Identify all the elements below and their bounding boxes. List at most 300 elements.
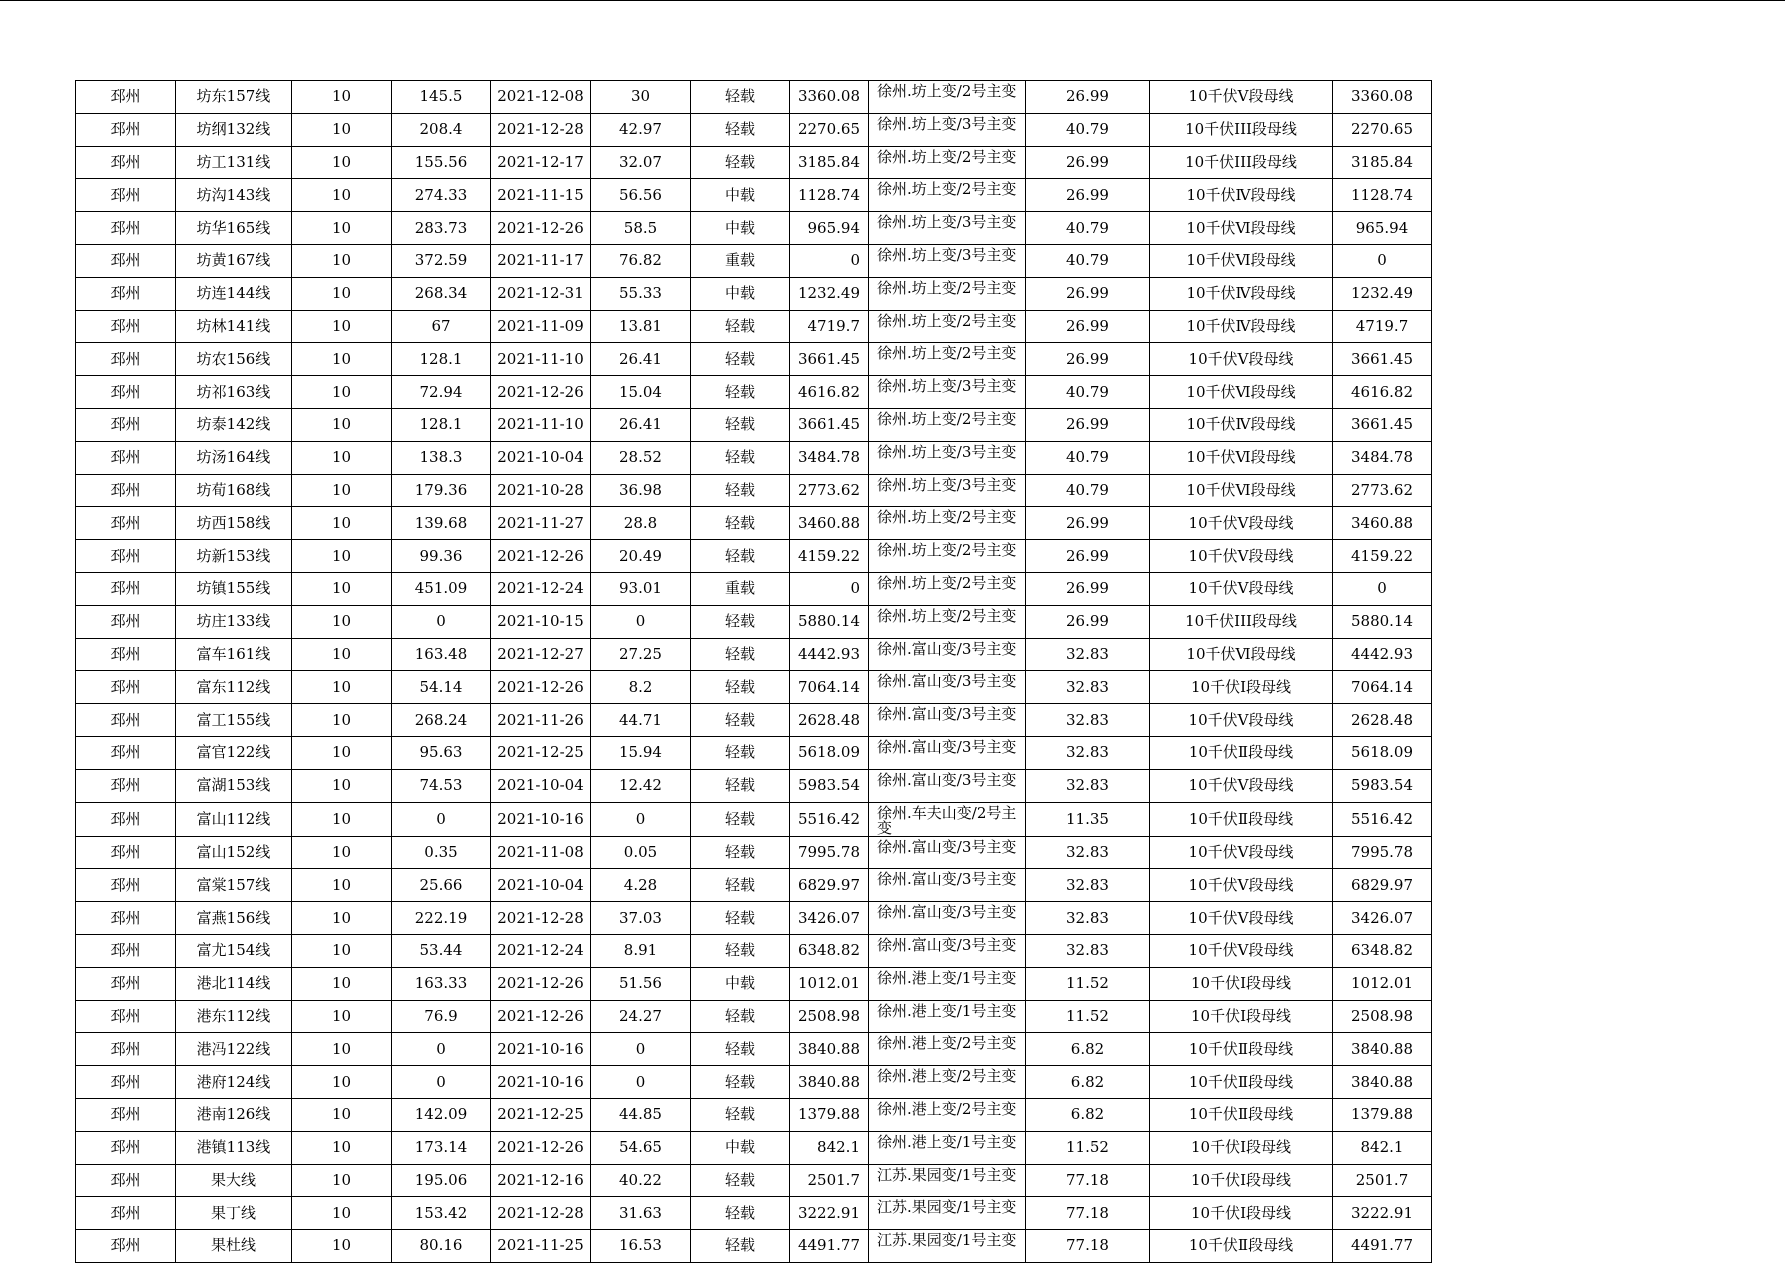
transformer-load-rate-cell: 32.83 [1026,934,1150,967]
table-row [76,474,1432,507]
busbar-cell: 10千伏III段母线 [1150,146,1333,179]
load-current-cell: 268.34 [392,277,491,310]
voltage-cell: 10 [292,802,392,836]
table-row [76,81,1432,114]
load-current-cell: 72.94 [392,376,491,409]
load-current-cell: 155.56 [392,146,491,179]
load-rate-cell: 26.41 [591,408,691,441]
load-rate-cell: 76.82 [591,244,691,277]
table-row [76,507,1432,540]
busbar-cell: 10千伏Ⅴ段母线 [1150,836,1333,869]
busbar-cell: 10千伏Ⅰ段母线 [1150,1000,1333,1033]
busbar-cell: 10千伏Ⅱ段母线 [1150,1033,1333,1066]
date-cell: 2021-12-25 [491,1098,591,1131]
city-cell: 邳州 [76,671,176,704]
load-status-cell: 轻载 [691,736,790,769]
date-cell: 2021-10-04 [491,869,591,902]
transformer-load-rate-cell: 11.52 [1026,1000,1150,1033]
capacity-cell: 5516.42 [790,802,869,836]
available-capacity-cell: 0 [1333,572,1432,605]
city-cell: 邳州 [76,802,176,836]
load-status-cell: 轻载 [691,671,790,704]
substation-transformer-cell: 徐州.坊上变/3号主变 [869,212,1026,245]
substation-transformer-cell: 徐州.港上变/2号主变 [869,1066,1026,1099]
load-rate-cell: 54.65 [591,1131,691,1164]
city-cell: 邳州 [76,146,176,179]
voltage-cell: 10 [292,638,392,671]
transformer-load-rate-cell: 40.79 [1026,212,1150,245]
load-rate-cell: 0 [591,1066,691,1099]
transformer-load-rate-cell: 26.99 [1026,408,1150,441]
table-row [76,704,1432,737]
date-cell: 2021-12-26 [491,1131,591,1164]
available-capacity-cell: 3840.88 [1333,1033,1432,1066]
busbar-cell: 10千伏Ⅰ段母线 [1150,1197,1333,1230]
feeder-name-cell: 坊泰142线 [176,408,292,441]
capacity-cell: 5983.54 [790,769,869,802]
voltage-cell: 10 [292,408,392,441]
available-capacity-cell: 3460.88 [1333,507,1432,540]
table-row [76,902,1432,935]
voltage-cell: 10 [292,343,392,376]
capacity-cell: 6348.82 [790,934,869,967]
city-cell: 邳州 [76,1033,176,1066]
capacity-cell: 3840.88 [790,1033,869,1066]
city-cell: 邳州 [76,934,176,967]
feeder-name-cell: 坊农156线 [176,343,292,376]
date-cell: 2021-12-25 [491,736,591,769]
load-rate-cell: 12.42 [591,769,691,802]
load-current-cell: 0 [392,1066,491,1099]
load-rate-cell: 31.63 [591,1197,691,1230]
capacity-cell: 2270.65 [790,113,869,146]
load-status-cell: 轻载 [691,802,790,836]
voltage-cell: 10 [292,769,392,802]
available-capacity-cell: 2773.62 [1333,474,1432,507]
busbar-cell: 10千伏Ⅰ段母线 [1150,967,1333,1000]
load-current-cell: 128.1 [392,343,491,376]
load-rate-cell: 27.25 [591,638,691,671]
load-rate-cell: 37.03 [591,902,691,935]
city-cell: 邳州 [76,408,176,441]
load-current-cell: 222.19 [392,902,491,935]
busbar-cell: 10千伏Ⅴ段母线 [1150,572,1333,605]
city-cell: 邳州 [76,179,176,212]
available-capacity-cell: 3222.91 [1333,1197,1432,1230]
feeder-name-cell: 富湖153线 [176,769,292,802]
load-status-cell: 轻载 [691,704,790,737]
substation-transformer-cell: 徐州.坊上变/3号主变 [869,376,1026,409]
load-current-cell: 0 [392,605,491,638]
voltage-cell: 10 [292,212,392,245]
table-row [76,869,1432,902]
feeder-name-cell: 坊祁163线 [176,376,292,409]
transformer-load-rate-cell: 40.79 [1026,376,1150,409]
date-cell: 2021-10-04 [491,441,591,474]
substation-transformer-cell: 徐州.港上变/1号主变 [869,967,1026,1000]
load-current-cell: 80.16 [392,1230,491,1263]
substation-transformer-cell: 徐州.坊上变/2号主变 [869,343,1026,376]
busbar-cell: 10千伏Ⅱ段母线 [1150,736,1333,769]
busbar-cell: 10千伏Ⅱ段母线 [1150,1066,1333,1099]
voltage-cell: 10 [292,474,392,507]
feeder-name-cell: 富尤154线 [176,934,292,967]
load-status-cell: 重载 [691,244,790,277]
table-row [76,605,1432,638]
table-row [76,179,1432,212]
table-row [76,1230,1432,1263]
capacity-cell: 4616.82 [790,376,869,409]
load-status-cell: 轻载 [691,343,790,376]
substation-transformer-cell: 徐州.富山变/3号主变 [869,704,1026,737]
page-top-rule [0,0,1785,1]
voltage-cell: 10 [292,1000,392,1033]
date-cell: 2021-12-28 [491,113,591,146]
city-cell: 邳州 [76,869,176,902]
substation-transformer-cell: 徐州.港上变/2号主变 [869,1033,1026,1066]
feeder-name-cell: 港镇113线 [176,1131,292,1164]
transformer-load-rate-cell: 26.99 [1026,605,1150,638]
feeder-name-cell: 坊沟143线 [176,179,292,212]
feeder-name-cell: 坊汤164线 [176,441,292,474]
table-row [76,408,1432,441]
load-current-cell: 76.9 [392,1000,491,1033]
feeder-name-cell: 果杜线 [176,1230,292,1263]
table-row [76,277,1432,310]
available-capacity-cell: 2628.48 [1333,704,1432,737]
load-status-cell: 轻载 [691,146,790,179]
capacity-cell: 7995.78 [790,836,869,869]
substation-transformer-cell: 徐州.坊上变/2号主变 [869,408,1026,441]
load-current-cell: 54.14 [392,671,491,704]
capacity-cell: 1012.01 [790,967,869,1000]
load-status-cell: 中载 [691,1131,790,1164]
feeder-name-cell: 坊新153线 [176,540,292,573]
available-capacity-cell: 1128.74 [1333,179,1432,212]
date-cell: 2021-12-28 [491,1197,591,1230]
load-rate-cell: 20.49 [591,540,691,573]
transformer-load-rate-cell: 11.52 [1026,967,1150,1000]
table-row [76,1098,1432,1131]
capacity-cell: 3426.07 [790,902,869,935]
load-status-cell: 轻载 [691,376,790,409]
load-rate-cell: 36.98 [591,474,691,507]
load-rate-cell: 26.41 [591,343,691,376]
city-cell: 邳州 [76,113,176,146]
load-current-cell: 451.09 [392,572,491,605]
load-status-cell: 轻载 [691,113,790,146]
transformer-load-rate-cell: 26.99 [1026,572,1150,605]
load-current-cell: 0 [392,802,491,836]
voltage-cell: 10 [292,572,392,605]
city-cell: 邳州 [76,736,176,769]
capacity-cell: 3661.45 [790,343,869,376]
available-capacity-cell: 1379.88 [1333,1098,1432,1131]
voltage-cell: 10 [292,81,392,114]
load-status-cell: 轻载 [691,310,790,343]
table-row [76,1164,1432,1197]
date-cell: 2021-12-24 [491,572,591,605]
load-status-cell: 轻载 [691,1000,790,1033]
table-row [76,671,1432,704]
city-cell: 邳州 [76,474,176,507]
load-rate-cell: 0.05 [591,836,691,869]
load-current-cell: 99.36 [392,540,491,573]
load-current-cell: 139.68 [392,507,491,540]
voltage-cell: 10 [292,605,392,638]
load-status-cell: 轻载 [691,638,790,671]
busbar-cell: 10千伏Ⅰ段母线 [1150,1164,1333,1197]
load-rate-cell: 15.04 [591,376,691,409]
transformer-load-rate-cell: 6.82 [1026,1098,1150,1131]
load-rate-cell: 28.52 [591,441,691,474]
city-cell: 邳州 [76,1164,176,1197]
feeder-name-cell: 港冯122线 [176,1033,292,1066]
available-capacity-cell: 3661.45 [1333,408,1432,441]
transformer-load-rate-cell: 6.82 [1026,1033,1150,1066]
table-row [76,736,1432,769]
date-cell: 2021-12-26 [491,1000,591,1033]
city-cell: 邳州 [76,605,176,638]
date-cell: 2021-12-26 [491,212,591,245]
transformer-load-rate-cell: 77.18 [1026,1164,1150,1197]
transformer-load-rate-cell: 77.18 [1026,1197,1150,1230]
capacity-cell: 4491.77 [790,1230,869,1263]
load-rate-cell: 32.07 [591,146,691,179]
substation-transformer-cell: 徐州.坊上变/2号主变 [869,277,1026,310]
load-status-cell: 轻载 [691,507,790,540]
city-cell: 邳州 [76,1197,176,1230]
load-current-cell: 208.4 [392,113,491,146]
busbar-cell: 10千伏Ⅵ段母线 [1150,441,1333,474]
load-current-cell: 128.1 [392,408,491,441]
busbar-cell: 10千伏Ⅵ段母线 [1150,244,1333,277]
voltage-cell: 10 [292,376,392,409]
busbar-cell: 10千伏Ⅰ段母线 [1150,671,1333,704]
transformer-load-rate-cell: 32.83 [1026,671,1150,704]
busbar-cell: 10千伏Ⅳ段母线 [1150,310,1333,343]
feeder-name-cell: 富燕156线 [176,902,292,935]
transformer-load-rate-cell: 40.79 [1026,441,1150,474]
load-current-cell: 25.66 [392,869,491,902]
busbar-cell: 10千伏Ⅴ段母线 [1150,507,1333,540]
load-rate-cell: 44.71 [591,704,691,737]
city-cell: 邳州 [76,441,176,474]
available-capacity-cell: 4616.82 [1333,376,1432,409]
feeder-name-cell: 坊华165线 [176,212,292,245]
table-row [76,376,1432,409]
date-cell: 2021-11-10 [491,343,591,376]
voltage-cell: 10 [292,113,392,146]
available-capacity-cell: 1012.01 [1333,967,1432,1000]
load-rate-cell: 4.28 [591,869,691,902]
busbar-cell: 10千伏Ⅴ段母线 [1150,769,1333,802]
substation-transformer-cell: 徐州.富山变/3号主变 [869,934,1026,967]
available-capacity-cell: 5516.42 [1333,802,1432,836]
available-capacity-cell: 2270.65 [1333,113,1432,146]
substation-transformer-cell: 徐州.坊上变/2号主变 [869,507,1026,540]
load-current-cell: 163.33 [392,967,491,1000]
date-cell: 2021-11-09 [491,310,591,343]
load-status-cell: 轻载 [691,869,790,902]
available-capacity-cell: 3426.07 [1333,902,1432,935]
city-cell: 邳州 [76,704,176,737]
table-row [76,343,1432,376]
table-row [76,441,1432,474]
substation-transformer-cell: 徐州.车夫山变/2号主变 [869,802,1026,836]
table-body [76,81,1432,1263]
city-cell: 邳州 [76,836,176,869]
capacity-cell: 842.1 [790,1131,869,1164]
load-status-cell: 轻载 [691,605,790,638]
transformer-load-rate-cell: 40.79 [1026,113,1150,146]
voltage-cell: 10 [292,441,392,474]
load-status-cell: 轻载 [691,441,790,474]
load-current-cell: 95.63 [392,736,491,769]
available-capacity-cell: 3360.08 [1333,81,1432,114]
load-rate-cell: 8.2 [591,671,691,704]
city-cell: 邳州 [76,967,176,1000]
capacity-cell: 3460.88 [790,507,869,540]
load-status-cell: 轻载 [691,1098,790,1131]
city-cell: 邳州 [76,638,176,671]
transformer-load-rate-cell: 32.83 [1026,769,1150,802]
feeder-name-cell: 富工155线 [176,704,292,737]
busbar-cell: 10千伏Ⅵ段母线 [1150,212,1333,245]
available-capacity-cell: 842.1 [1333,1131,1432,1164]
available-capacity-cell: 0 [1333,244,1432,277]
date-cell: 2021-11-10 [491,408,591,441]
substation-transformer-cell: 徐州.富山变/3号主变 [869,638,1026,671]
transformer-load-rate-cell: 32.83 [1026,836,1150,869]
substation-transformer-cell: 徐州.坊上变/3号主变 [869,474,1026,507]
date-cell: 2021-12-26 [491,540,591,573]
load-status-cell: 轻载 [691,1164,790,1197]
voltage-cell: 10 [292,1098,392,1131]
table-row [76,540,1432,573]
load-rate-cell: 30 [591,81,691,114]
voltage-cell: 10 [292,736,392,769]
date-cell: 2021-10-28 [491,474,591,507]
feeder-name-cell: 富车161线 [176,638,292,671]
city-cell: 邳州 [76,310,176,343]
available-capacity-cell: 5618.09 [1333,736,1432,769]
busbar-cell: 10千伏III段母线 [1150,605,1333,638]
load-rate-cell: 8.91 [591,934,691,967]
load-status-cell: 轻载 [691,836,790,869]
transformer-load-rate-cell: 26.99 [1026,146,1150,179]
load-rate-cell: 0 [591,605,691,638]
voltage-cell: 10 [292,146,392,179]
voltage-cell: 10 [292,244,392,277]
feeder-name-cell: 坊庄133线 [176,605,292,638]
substation-transformer-cell: 徐州.坊上变/2号主变 [869,179,1026,212]
voltage-cell: 10 [292,507,392,540]
load-rate-cell: 58.5 [591,212,691,245]
load-rate-cell: 13.81 [591,310,691,343]
feeder-name-cell: 果大线 [176,1164,292,1197]
substation-transformer-cell: 徐州.富山变/3号主变 [869,769,1026,802]
available-capacity-cell: 965.94 [1333,212,1432,245]
available-capacity-cell: 3840.88 [1333,1066,1432,1099]
city-cell: 邳州 [76,1066,176,1099]
busbar-cell: 10千伏Ⅴ段母线 [1150,81,1333,114]
city-cell: 邳州 [76,212,176,245]
voltage-cell: 10 [292,1197,392,1230]
busbar-cell: 10千伏Ⅴ段母线 [1150,934,1333,967]
capacity-cell: 3222.91 [790,1197,869,1230]
busbar-cell: 10千伏Ⅱ段母线 [1150,1098,1333,1131]
load-status-cell: 轻载 [691,1197,790,1230]
available-capacity-cell: 3185.84 [1333,146,1432,179]
voltage-cell: 10 [292,902,392,935]
transformer-load-rate-cell: 26.99 [1026,277,1150,310]
substation-transformer-cell: 徐州.坊上变/2号主变 [869,572,1026,605]
available-capacity-cell: 7995.78 [1333,836,1432,869]
voltage-cell: 10 [292,1066,392,1099]
transformer-load-rate-cell: 40.79 [1026,474,1150,507]
load-rate-cell: 16.53 [591,1230,691,1263]
feeder-name-cell: 果丁线 [176,1197,292,1230]
city-cell: 邳州 [76,1131,176,1164]
feeder-name-cell: 富东112线 [176,671,292,704]
capacity-cell: 1232.49 [790,277,869,310]
transformer-load-rate-cell: 11.52 [1026,1131,1150,1164]
voltage-cell: 10 [292,1033,392,1066]
feeder-name-cell: 富山112线 [176,802,292,836]
available-capacity-cell: 6829.97 [1333,869,1432,902]
city-cell: 邳州 [76,376,176,409]
city-cell: 邳州 [76,1098,176,1131]
substation-transformer-cell: 徐州.坊上变/2号主变 [869,146,1026,179]
load-status-cell: 轻载 [691,81,790,114]
date-cell: 2021-10-16 [491,1066,591,1099]
date-cell: 2021-12-31 [491,277,591,310]
substation-transformer-cell: 徐州.富山变/3号主变 [869,836,1026,869]
date-cell: 2021-12-26 [491,671,591,704]
voltage-cell: 10 [292,277,392,310]
city-cell: 邳州 [76,572,176,605]
available-capacity-cell: 6348.82 [1333,934,1432,967]
substation-transformer-cell: 江苏.果园变/1号主变 [869,1230,1026,1263]
load-current-cell: 274.33 [392,179,491,212]
capacity-cell: 4719.7 [790,310,869,343]
feeder-load-table [75,80,1432,1263]
feeder-name-cell: 坊林141线 [176,310,292,343]
substation-transformer-cell: 徐州.坊上变/2号主变 [869,540,1026,573]
transformer-load-rate-cell: 32.83 [1026,736,1150,769]
load-status-cell: 轻载 [691,540,790,573]
busbar-cell: 10千伏III段母线 [1150,113,1333,146]
available-capacity-cell: 5983.54 [1333,769,1432,802]
load-current-cell: 153.42 [392,1197,491,1230]
voltage-cell: 10 [292,934,392,967]
city-cell: 邳州 [76,244,176,277]
date-cell: 2021-11-26 [491,704,591,737]
substation-transformer-cell: 徐州.坊上变/3号主变 [869,441,1026,474]
load-current-cell: 268.24 [392,704,491,737]
available-capacity-cell: 3661.45 [1333,343,1432,376]
voltage-cell: 10 [292,836,392,869]
substation-transformer-cell: 徐州.港上变/2号主变 [869,1098,1026,1131]
load-rate-cell: 56.56 [591,179,691,212]
busbar-cell: 10千伏Ⅵ段母线 [1150,474,1333,507]
substation-transformer-cell: 徐州.坊上变/3号主变 [869,113,1026,146]
busbar-cell: 10千伏Ⅴ段母线 [1150,343,1333,376]
capacity-cell: 2628.48 [790,704,869,737]
city-cell: 邳州 [76,81,176,114]
city-cell: 邳州 [76,507,176,540]
